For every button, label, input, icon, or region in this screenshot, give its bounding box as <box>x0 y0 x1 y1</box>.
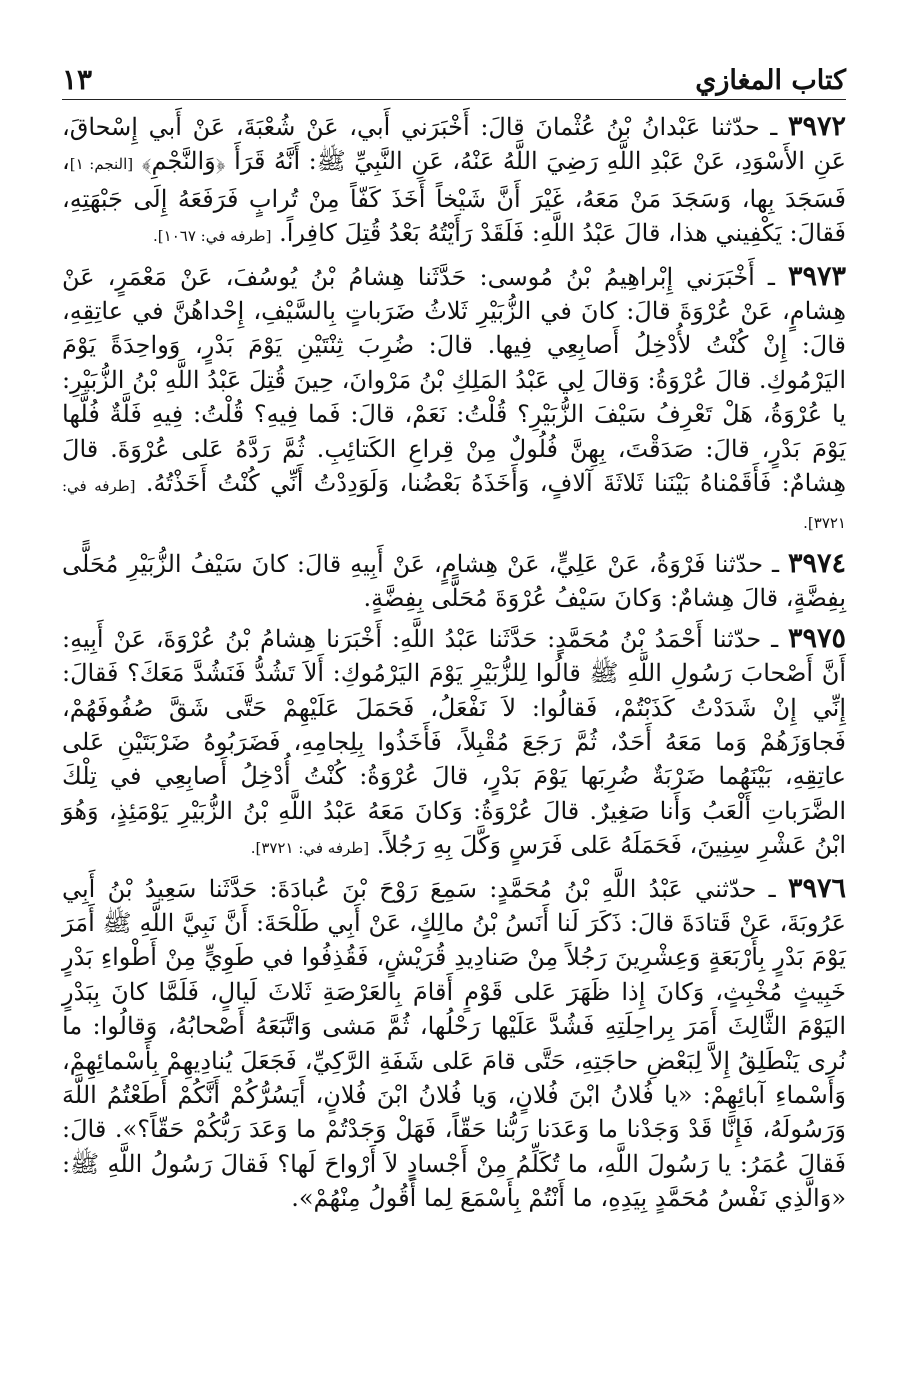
hadith-text: ـ حدّثنا فَرْوَةُ، عَنْ عَلِيٍّ، عَنْ هِشامٍ، عَنْ أَبِيهِ قالَ: كانَ سَيْفُ الزُّبَيْرِ مُحَلًّى بِفِضَّةٍ، قالَ هِشامٌ: وَكانَ سَيْفُ عُرْوَةَ مُحَلًّى بِفِضَّةٍ. <box>62 549 846 613</box>
hadith-3972 <box>62 110 846 254</box>
hadith-3974 <box>62 547 846 616</box>
hadith-text: ـ أَخْبَرَني إِبْراهِيمُ بْنُ مُوسى: حَدَّثَنا هِشامُ بْنُ يُوسُفَ، عَنْ مَعْمَرٍ، عَنْ هِشامٍ، عَنْ عُرْوَةَ قالَ: كانَ في الزُّبَيْرِ ثَلاثُ ضَرَباتٍ بِالسَّيْفِ، إِحْداهُنَّ في عاتِقِهِ، قالَ: إِنْ كُنْتُ لأُدْخِلُ أَصابِعِي فِيها. قالَ: ضُرِبَ ثِنْتَيْنِ يَوْمَ بَدْرٍ، وَواحِدَةً يَوْمَ اليَرْمُوكِ. قالَ عُرْوَةُ: وَقالَ لِي عَبْدُ المَلِكِ بْنُ مَرْوانَ، حِينَ قُتِلَ عَبْدُ اللَّهِ بْنُ الزُّبَيْرِ: يا عُرْوَةُ، هَلْ تَعْرِفُ سَيْفَ الزُّبَيْرِ؟ قُلْتُ: نَعَمْ، قالَ: فَما فِيهِ؟ قُلْتُ: فِيهِ فَلَّةٌ فُلَّها يَوْمَ بَدْرٍ، قالَ: صَدَقْتَ، بِهِنَّ فُلُولٌ مِنْ قِراعِ الكَتائِبِ. ثُمَّ رَدَّهُ عَلى عُرْوَةَ. قالَ هِشامٌ: فَأَقَمْناهُ بَيْنَنا ثَلاثَةَ آلافٍ، وَأَخَذَهُ بَعْضُنا، وَلَوَدِدْتُ أَنِّي كُنْتُ أَخَذْتُهُ. <box>62 262 846 498</box>
page-header <box>62 52 846 96</box>
page-title: كتاب المغازي <box>695 65 846 96</box>
page-body <box>62 110 846 1222</box>
hadith-number: ٣٩٧٥ <box>787 622 846 654</box>
hadith-text: ـ حدّثني عَبْدُ اللَّهِ بْنُ مُحَمَّدٍ: سَمِعَ رَوْحَ بْنَ عُبادَةَ: حَدَّثَنا سَعِيدُ بْنُ أَبِي عَرُوبَةَ، عَنْ قَتادَةَ قالَ: ذَكَرَ لَنا أَنَسُ بْنُ مالِكٍ، عَنْ أَبِي طَلْحَةَ: أَنَّ نَبِيَّ اللَّهِ ﷺ أَمَرَ يَوْمَ بَدْرٍ بِأَرْبَعَةٍ وَعِشْرِينَ رَجُلاً مِنْ صَنادِيدِ قُرَيْشٍ، فَقُذِفُوا في طَوِيٍّ مِنْ أَطْواءِ بَدْرٍ خَبِيثٍ مُخْبِثٍ، وَكانَ إِذا ظَهَرَ عَلى قَوْمٍ أَقامَ بِالعَرْصَةِ ثَلاثَ لَيالٍ، فَلَمَّا كانَ بِبَدْرٍ اليَوْمَ الثَّالِثَ أَمَرَ بِراحِلَتِهِ فَشُدَّ عَلَيْها رَحْلُها، ثُمَّ مَشى وَاتَّبَعَهُ أَصْحابُهُ، وَقالُوا: ما نُرى يَنْطَلِقُ إِلاَّ لِبَعْضِ حاجَتِهِ، حَتَّى قامَ عَلى شَفَةِ الرَّكِيِّ، فَجَعَلَ يُنادِيهِمْ بِأَسْمائِهِمْ، وَأَسْماءِ آبائِهِمْ: «يا فُلانُ ابْنَ فُلانٍ، وَيا فُلانُ ابْنَ فُلانٍ، أَيَسُرُّكُمْ أَنَّكُمْ أَطَعْتُمُ اللَّهَ وَرَسُولَهُ، فَإِنَّا قَدْ وَجَدْنا ما وَعَدَنا رَبُّنا حَقّاً، فَهَلْ وَجَدْتُمْ ما وَعَدَ رَبُّكُمْ حَقّاً؟». قالَ: فَقالَ عُمَرُ: يا رَسُولَ اللَّهِ، ما تُكَلِّمُ مِنْ أَجْسادٍ لاَ أَرْواحَ لَها؟ فَقالَ رَسُولُ اللَّهِ ﷺ: «وَالَّذِي نَفْسُ مُحَمَّدٍ بِيَدِهِ، ما أَنْتُمْ بِأَسْمَعَ لِما أَقُولُ مِنْهُمْ». <box>62 874 847 1213</box>
page-number: ١٣ <box>62 63 93 96</box>
hadith-text: ـ حدّثنا أَحْمَدُ بْنُ مُحَمَّدٍ: حَدَّثَنا عَبْدُ اللَّهِ: أَخْبَرَنا هِشامُ بْنُ عُرْوَةَ، عَنْ أَبِيهِ: أَنَّ أَصْحابَ رَسُولِ اللَّهِ ﷺ قالُوا لِلزُّبَيْرِ يَوْمَ اليَرْمُوكِ: أَلاَ تَشُدُّ فَنَشُدَّ مَعَكَ؟ فَقالَ: إِنِّي إِنْ شَدَدْتُ كَذَبْتُمْ، فَقالُوا: لاَ نَفْعَلُ، فَحَمَلَ عَلَيْهِمْ حَتَّى شَقَّ صُفُوفَهُمْ، فَجاوَزَهُمْ وَما مَعَهُ أَحَدٌ، ثُمَّ رَجَعَ مُقْبِلاً، فَأَخَذُوا بِلِجامِهِ، فَضَرَبُوهُ ضَرْبَتَيْنِ عَلى عاتِقِهِ، بَيْنَهُما ضَرْبَةٌ ضُرِبَها يَوْمَ بَدْرٍ، قالَ عُرْوَةُ: كُنْتُ أُدْخِلُ أَصابِعِي في تِلْكَ الضَّرَباتِ أَلْعَبُ وَأَنا صَغِيرٌ. قالَ عُرْوَةُ: وَكانَ مَعَهُ عَبْدُ اللَّهِ بْنُ الزُّبَيْرِ يَوْمَئِذٍ، وَهُوَ ابْنُ عَشْرِ سِنِينَ، فَحَمَلَهُ عَلى فَرَسٍ وَكَّلَ بِهِ رَجُلاً. <box>62 624 847 860</box>
cross-reference: [طرفه في: ٣٧٢١]. <box>62 477 846 533</box>
hadith-3973 <box>62 260 846 541</box>
hadith-3976 <box>62 872 846 1216</box>
hadith-number: ٣٩٧٢ <box>787 111 846 142</box>
cross-reference: [طرفه في: ١٠٦٧]. <box>153 227 272 246</box>
hadith-3975 <box>62 622 846 866</box>
hadith-text-continued: ، فَسَجَدَ بِها، وَسَجَدَ مَنْ مَعَهُ، غَيْرَ أَنَّ شَيْخاً أَخَذَ كَفّاً مِنْ تُرابٍ فَرَفَعَهُ إِلَى جَبْهَتِهِ، فَقالَ: يَكْفِيني هذا، قالَ عَبْدُ اللَّهِ: فَلَقَدْ رَأَيْتُهُ بَعْدُ قُتِلَ كافِراً. <box>62 147 846 248</box>
hadith-number: ٣٩٧٤ <box>787 547 846 579</box>
cross-reference: [طرفه في: ٣٧٢١]. <box>250 839 370 858</box>
hadith-text: ـ حدّثنا عَبْدانُ بْنُ عُثْمانَ قالَ: أَخْبَرَني أَبي، عَنْ شُعْبَةَ، عَنْ أَبي إِسْحاقَ، عَنِ الأَسْوَدِ، عَنْ عَبْدِ اللَّهِ رَضِيَ اللَّهُ عَنْهُ، عَنِ النَّبِيِّ ﷺ: أَنَّهُ قَرَأَ ﴿وَالنَّجْمِ﴾ <box>62 113 847 176</box>
hadith-number: ٣٩٧٣ <box>787 260 846 292</box>
quran-reference: [النجم: ١] <box>69 155 134 174</box>
header-rule <box>62 99 846 100</box>
hadith-number: ٣٩٧٦ <box>787 872 846 904</box>
